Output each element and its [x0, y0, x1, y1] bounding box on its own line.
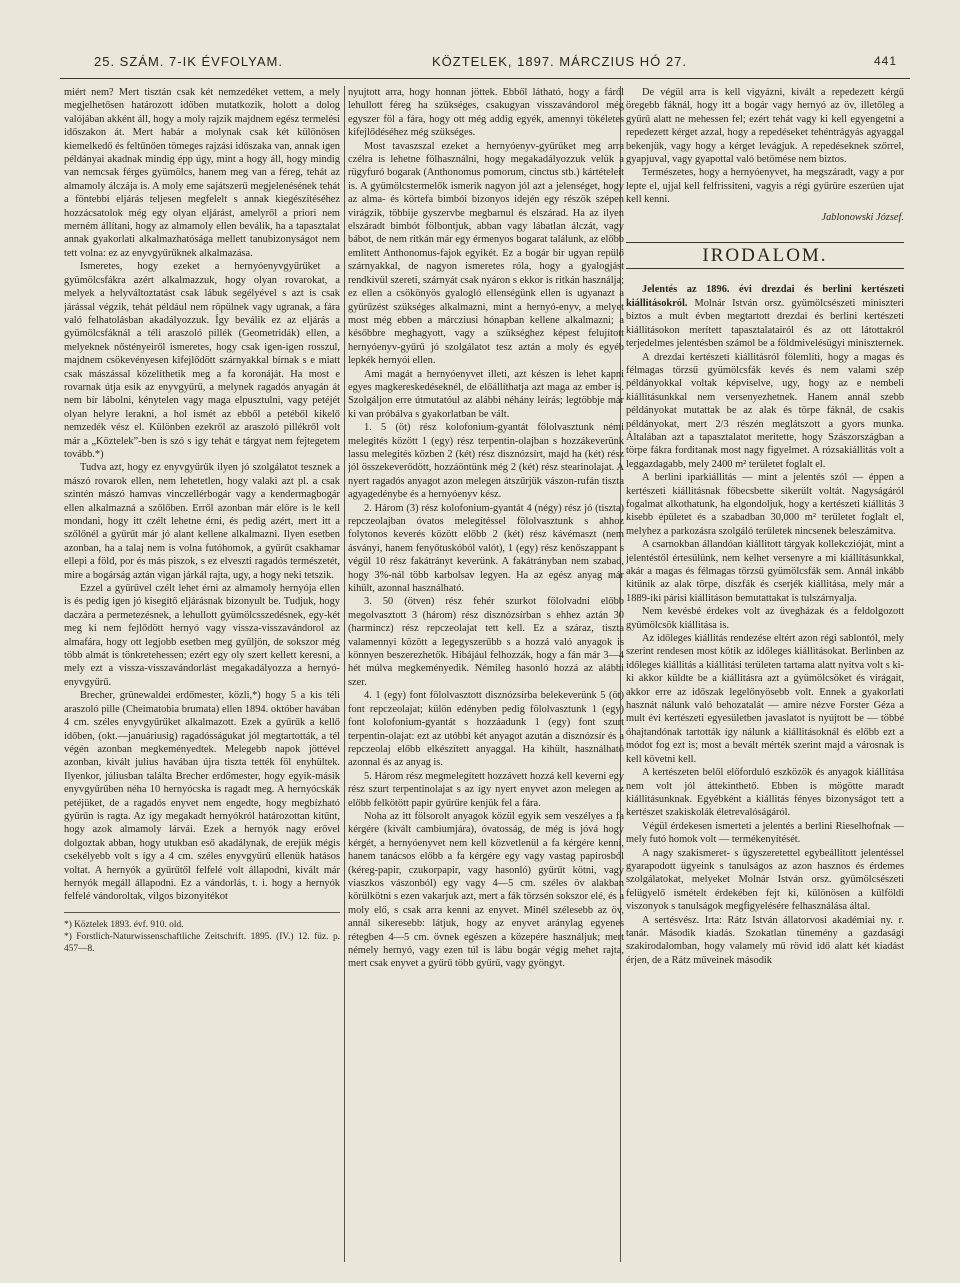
paragraph: Most tavaszszal ezeket a hernyóenyv-gyűrűket meg arra czélra is lehetne fölhasználni, hogy megakadályozzuk velük a rügyfuró bogarak (Anthonomus pomorum, cinctus stb.) kártételeit is. A gyümölcstermelők ismerik nagyon jól azt a jelenséget, hogy az alma- és körtefa bimbói bizonyos idején egy részök szépen virágzik, többije gyszervbe megbarnul és elszárad. Ha az ilyen elszáradt bimbót fölbontjuk, abban vagy lábatlan álczát, vagy bábot, de nem ritkán már egy érmenyos bogarat találunk, az előbb emlitett Anthonomus-fajok egyikét. Ez a bogár bir ugyan repülő szárnyakkal, de nagyon ismeretes róla, hogy a gyalogjást rendkivül szereti, szárnyát csak nyáron s ekkor is ritkán használja; ez ellen a csökönyös gyalogló ellenségünk ellen is ugyanazt a gyűrűzést szükséges alkalmazni, mint a hernyó-enyv, a melyet most még ebben a márcziusi hónapban kellene alkalmazni; a későbbre meghagyott, vagy a szükséghez képest felujított hernyóenyv-gyűrű jó szolgálatot tesz aztán a moly és egyéb lepkék hernyói ellen. — [348, 140, 624, 367]
paragraph: A kertészeten belől előforduló eszközök és anyagok kiállítása nem volt jól áttekinthető. Ebben is mögötte maradt kiállitásunknak. Egyébként a kiállitás fényes bizonyságot tett a kertészet szakiskolák életrevalóságáról. — [626, 767, 904, 819]
column-divider — [344, 86, 345, 1262]
paragraph: miért nem? Mert tisztán csak két nemzedéket vettem, a mely megjelhetősen határozott időben mutatkozik, holott a dolog valójában akként áll, hogy a moly rajzik majdnem egész termelési időszakon át. Mert habár a molynak csak két különösen kiemelkedő és feltűnően tömeges rajzási időszaka van, annak igen példányai akadnak mindig épp úgy, mint a hogy áll, hogy mindig van nemcsak férges gyümölcs, hanem meg van a féreg, tehát az almamoly álczája is. A moly eme sajátszerű megjelenésének tehát a föntebbi eljárás teljesen megfelelt s annak kiegészítéséhez hozzácsatolok még egy olyan eljárást, amelyről a priori nem merném állítani, hogy az almamoly ellen beválik, ha a tapasztalat annak gyakorlati alkalmazhatósága mellett tanubizonyságot nem tett volna: ez az enyvgyűrűknek alkalmazása. — [64, 87, 340, 259]
paragraph: A berlini iparkiállitás — mint a jelentés szól — éppen a kertészeti kiállitásnak főbecsbette sikerült voltát. Nagyságáról fogalmat alkothatunk, ha elgondoljuk, hogy a kertészeti kiállitás 3 kisebb épületet és a szabadban 30,000 m² területet foglalt el, melyhez a parkozásra szolgáló területek nincsenek beleszámitva. — [626, 472, 904, 537]
paragraph: Természetes, hogy a hernyóenyvet, ha megszáradt, vagy a por lepte el, ujjal kell felfrissiteni, vagyis a régi gyűrüre eszerüen ujat kell kenni. — [626, 167, 904, 206]
column-left — [64, 86, 340, 1262]
paragraph: Ami magát a hernyóenyvet illeti, azt készen is lehet kapni egyes magkereskedéseknél, de előállíthatja azt maga az ember is. Szolgáljon erre útmutatóul az alábbi néhány leírás; legtöbbje már ki van próbálva s gyakorlatban be vált. — [348, 368, 624, 420]
paragraph: 1. 5 (öt) rész kolofonium-gyantát fölolvasztunk némi melegités között 1 (egy) rész terpentin-olajban s hozzákeverünk lassu melegités közben 2 (két) rész disznózsírt, majd ha (két) rész jól összekeverődött, hozzáöntünk még 2 (két) rész stearinolajat. A nyert ragadós anyagot azon melegen átszűrjük vászon-rufán tiszta agyagedénybe és a hernyóenyv kész. — [348, 422, 624, 501]
paragraph: Ismeretes, hogy ezeket a hernyóenyvgyűrűket a gyümölcsfákra azért alkalmazzuk, hogy olyan rovarokat, a melyek a helyváltoztatást csak lábuk segélyével s azt is csak járással végzik, tehát például nem röpülnek vagy ugranak, a fára való felhatolásban akadályozzuk. Így beválik ez az eljárás a gyümölcsfáknál a téli araszoló pillék (Geometridák) ellen, a melyeknek nőstényeiről ismeretes, hogy csak igen-igen rosszul, majdnem csökevényesen kifejlődött szárnyakkal bírnak s e miatt csak mászással közelíthetik meg a fa koronáját. Ha most e rovarnak útja esik az enyvgyűrű, a melynek ragadós anyagán át nem bír lábolni, kénytelen vagy maga elpusztulni, vagy petéjét olyan helyre lerakni, a hol ismét az ebből a petéből kikelő nemzedék vész el. Különben ezekről az araszoló pillékről volt már a „Köztelek”-ben is szó s igy tehát e tárgyat nem fejtegetem tovább.*) — [64, 261, 340, 460]
page-number: 441 — [874, 54, 898, 68]
footnote: *) Köztelek 1893. évf. 910. old. — [64, 919, 184, 930]
paragraph: Ezzel a gyűrűvel czélt lehet érni az almamoly hernyója ellen is és pedig igen jó kisegítő eljárásnak bizonyult be. Tudjuk, hogy daczára a permetezésnek, a lehullott gyümölcsszedésnek, egy-két meg ki nem fejlődött hernyó vagy vissza-visszavándorol az almafára, hogy ott legjobb esetben meg gyűljön, de sokszor még több almát is tönkretehessen; ezért egy oly szert kellett keresni, a mely ezt a vissza-visszavándorlást megakadályozza a hernyó-enyvgyűrű. — [64, 583, 340, 688]
paragraph: Végül érdekesen ismerteti a jelentés a berlini Rieselhofnak — mely futó homok volt — termékenyítését. — [626, 820, 904, 846]
section-heading: IRODALOM. — [626, 242, 904, 269]
column-right — [626, 86, 904, 1262]
paragraph: 2. Három (3) rész kolofonium-gyantát 4 (négy) rész jó (tiszta) repczeolajban óvatos melegítéssel fölolvasztunk s ahhoz folytonos keverés között előbb 2 (két) rész kávémaszt (nem ásványi, hanem fenyőtuskóból valót), 1 (egy) rész kenőszappant s végül 10 rész fakátrányt keverünk. A fakátrányban nem szabad, hogy 3%-nál több karbolsav legyen. Ha az egész anyag már kihült, azonnal használható. — [348, 502, 624, 595]
paragraph: Az időleges kiállitás rendezése eltért azon régi sablontól, mely szerint rendesen most kötik az időleges kiállitásokat. Berlinben az időleges kiállitás a kiállitási területen tartama alatt nyitva volt s ki-ki akkor küldte be a kiállitásra azt a gyümölcsöket és virágait, akkor erre az időszak legelőnyösebb volt. Ennek a gyakorlati hasznát nálunk való behozatalát — amire nézve Forster Géza a mult évi kertészeti egyesületben javaslatot is nyújtott be — többé óhajtandónak tartották így nálunk a kiállitásoknál és előbb ezt a módot fog ezt is; most a bevált mérték szerint majd a városnak is kell követni kell. — [626, 633, 904, 765]
paragraph: Noha az itt fölsorolt anyagok közül egyik sem veszélyes a fa kérgére (kivált cambiumjára), óvatosság, de még is jóvá hogy kérgét, a hernyóenyvet nem kell közvetlenül a fa kérgére kenni, hanem tanácsos előbb a fa kérgére egy vagy vastag papirosból (kéreg-papir, czukorpapir, vagy hasonló) gyűrűt kötni, vagy viaszkos vászonból) egy vagy 4—5 cm. széles öv alakban körülkötni s ezen vakarjuk azt, mert a fák törzsén sokszor elé, és a moly elő, s csak arra kenni az enyvet. Minél szélesebb az öv, annál sikeresebb: látjuk, hogy az enyvet aránylag egyenes rétegben 4—5 cm. övnek egészen a közepére használjuk; mert némely hernyó, vagy ezen túl is lábu bogár végig mehet rajta, mert csak enyvet a gyűrű több gyűrű, vagy gyöngyt. — [348, 810, 624, 970]
paragraph: A sertésvész. Irta: Rátz István állatorvosi akadémiai ny. r. tanár. Második kiadás. Szokatlan tünemény a gazdasági szakirodalomban, hogy valamely mű rövid idő alatt két kiadást érjen, de a Rátz műveinek második — [626, 914, 904, 966]
paragraph: Nem kevésbé érdekes volt az üvegházak és a feldolgozott gyümölcsök kiállitása is. — [626, 606, 904, 631]
paragraph: A nagy szakismeret- s ügyszeretettel egybeállitott jelentéssel gyarapodott ügyeink s tanulságos az azon hasznos és érdemes szolgálatokat, melyeket Molnár István orsz. gyümölcsészeti felügyelő ismételt érdekében fejt ki, különösen a külföldi viszonyok s tanulságok megfigyelésére felhasználása által. — [626, 847, 904, 913]
paragraph: Tudva azt, hogy ez enyvgyűrűk ilyen jó szolgálatot tesznek a mászó rovarok ellen, nem lehetetlen, hogy valaki azt pl. a csak szintén mászó hamvas vinczellérbogár vagy a kendermagbogár ellen alkalmazná a szőlőben. Erről azonban már előre is le kell mondani, hogy itt czélt lehetne érni, és pedig azért, mert itt a szőlőnél a gyűrűt már jó alant kellene alkalmazni. Ilyen esetben azonban, ha a talaj nem is volna futóhomok, a gyűrűt csakhamar ellepi a föld, por és más piszok, s ez elveszti ragadós természetét, mire a bogárság aztán vigan járkál rajta, ugy, a hogy neki tetszik. — [64, 462, 340, 581]
footnotes — [64, 912, 340, 955]
issue-label: 25. SZÁM. 7-IK ÉVFOLYAM. — [94, 54, 283, 69]
page-header — [60, 42, 910, 79]
paragraph: A drezdai kertészeti kiállitásról fölemlíti, hogy a magas és félmagas törzsű gyümölcsfák kevés és nem valami szép példányokkal voltak képviselve, ugy, hogy az e nembeli kiállitásunkkal nem versenyezhetnek. Hanem annál szebb példányokat mutattak be az alak és törpe fáknál, de csakis példányokat, mert 2/3 részén meglátszott a gyors munka. Általában azt a tapasztalatot meritette, hogy Szászországban a törpe fákra forditanak most nagy figyelmet. A rózsakiállitás volt a leggazdagabb, mely 2400 m² területet foglalt el. — [626, 351, 904, 470]
paragraph: Brecher, grünewaldei erdőmester, közli,*) hogy 5 a kis téli araszoló pille (Cheimatobia brumata) ellen 1894. október havában 4 cm. széles enyvgyűrűket alkalmazott. Ezek a gyűrűk a kellő időben, (okt.—januáriusig) ragadósságukat jól megtartották, a tél végén azonban megkeményedtek. Melegebb napok jöttével azonban, kivált julius havában újra tiszta tették föl enyhültek. Ilyenkor, júliusban találta Brecher erdőmester, hogy egyik-másik enyvgyűrűben néha 10 hernyócska is ragadt meg. A hernyócskák petéjüket, de a ragadós enyvet nem engedte, hogy megbízható gyűrűn is ragta. Az így megakadt hernyókról határozottan kitűnt, hogy azok almamoly lárvái. Ezek a hernyók nagy erővel dolgoztak abban, hogy utukban eső akadálynak, de erejük mégis csekélyebb volt s így a 4 cm. széles enyvgyűrű ellenük hatásos voltat. A hernyók a gyűrűtől felfelé volt állapodni, kivált már hernyók megáll állapodni. Ez a vándorlás, t. i. hogy a hernyók felfelé vándoroltak, vilgos bizonyitékot — [64, 690, 340, 903]
author-signature: Jablonowski József. — [821, 211, 904, 223]
column-middle — [348, 86, 624, 1262]
journal-title-date: KÖZTELEK, 1897. MÁRCZIUS HÓ 27. — [432, 54, 687, 69]
paragraph: 5. Három rész megmelegített hozzávett hozzá kell keverni egy rész szurt terpentinolajat s az így nyert enyvet azon melegen az előbb felkötött papir gyűrűre kenjük fel a fára. — [348, 770, 624, 809]
footnote: *) Forstlich-Naturwissenschaftliche Zeitschrift. 1895. (IV.) 12. füz. p. 457—8. — [64, 931, 340, 954]
review-text: Molnár István orsz. gyümölcsészeti miniszteri biztos a mult évben megtartott drezdai és berlini kertészeti kiállításokon merített tapasztalatairól és az ott látottakról terjedelmes jelentésben számol be a földmivelésügyi miniszternek. — [626, 297, 904, 350]
review-title: Jelentés az 1896. évi drezdai és berlini kertészeti kiállitásokról. — [626, 284, 904, 309]
paragraph: 3. 50 (ötven) rész fehér szurkot fölolvadni előbb megolvasztott 3 (három) rész disznózsírban s ehhez aztán 30 (harmincz) rész repczeolajat tett kell. Ez a száraz, tiszta valamennyi között a legegyszerűbb s a hozzá való anyagok is könnyen beszerezhetők. Hibájául felhozzák, hogy a fán már 3—4 hét múlva megkeményedik. Némileg hasonló hozzá az alábbi szer. — [348, 596, 624, 688]
paragraph: nyujtott arra, hogy honnan jöttek. Ebből látható, hogy a fáról lehullott féreg ha szükséges, csakugyan visszavándorol még egyszer föl a fára, hogy ott még addig egyék, amennyi tökéletes kifejlődéséhez még szükséges. — [348, 87, 624, 139]
paragraph: 4. 1 (egy) font fölolvasztott disznózsírba belekeverünk 5 (öt) font repczeolajat; külön edényben pedig fölolvasztunk 1 (egy) font kolofonium-gyantát s hozzáadunk 1 (egy) font szurt terpentin-olajat: ezt az utóbbi két anyagot azután a disznózsír és a repczeolaj előbb elkészített anyaggal. Ha kihült, használható azonnal és az anyag is. — [348, 690, 624, 769]
paragraph: De végül arra is kell vigyázni, kivált a repedezett kérgű öregebb fáknál, hogy itt a bogár vagy hernyó az öv, illetőleg a gyűrű alatt ne mehessen fel; ezért tehát vagy ki kell egyengetni a repedezett kérget azzal, hogy a repedéseket tehéntrágyás agyaggal bekenjük, vagy hogy a kérget levágjuk. A repedéseknek szőrrel, gyapjuval, vagy gyapottal való betömése nem biztos. — [626, 87, 904, 166]
review-paragraph — [626, 283, 904, 350]
paragraph: A csarnokban állandóan kiállitott tárgyak kollekczióját, mint a jelentéstől értesülünk, nem kelhet versenyre a mi kiállításunkkal, akár a magas és félmagas törzsű gyümölcsfák sem. Annál inkább kitünik az alak törpe, díszfák és cserjék kiállitása, mely már a 1889-iki párisi kiállitáson bemutattakat is tulszárnyalja. — [626, 539, 904, 604]
